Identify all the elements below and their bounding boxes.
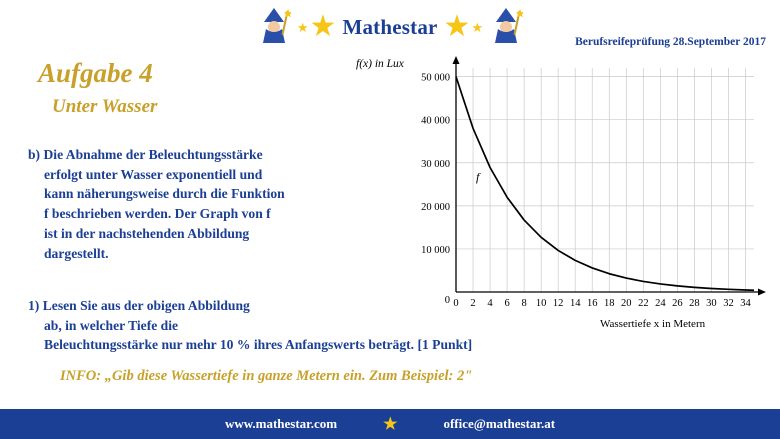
question-part-b	[28, 145, 358, 263]
star-cluster-right	[444, 12, 484, 42]
wizard-icon	[489, 7, 523, 47]
footer-email[interactable]: office@mathestar.at	[443, 416, 556, 431]
question-part-b-line1: b) Die Abnahme der Beleuchtungsstärke	[28, 147, 263, 162]
footer-website[interactable]: www.mathestar.com	[224, 416, 338, 431]
svg-text:32: 32	[723, 298, 734, 309]
svg-text:0: 0	[444, 295, 450, 306]
svg-text:24: 24	[655, 298, 666, 309]
star-icon: ★	[309, 10, 337, 43]
footer-bar	[0, 409, 780, 439]
svg-text:10: 10	[535, 298, 547, 309]
svg-text:20 000: 20 000	[421, 201, 450, 213]
svg-text:12: 12	[552, 298, 564, 309]
chart-x-axis-title: Wassertiefe x in Metern	[600, 318, 706, 330]
svg-text:4: 4	[487, 298, 493, 309]
chart-curve-label: f	[476, 170, 480, 184]
chart-figure	[398, 56, 766, 326]
svg-text:10 000: 10 000	[421, 244, 450, 256]
exam-date: Berufsreifeprüfung 28.September 2017	[575, 36, 766, 48]
question-part-b-line3: kann näherungsweise durch die Funktion	[44, 186, 285, 202]
star-icon: ★	[443, 10, 471, 43]
svg-text:20: 20	[621, 298, 632, 309]
star-icon: ★	[383, 416, 398, 433]
question-part-b-line6: dargestellt.	[44, 245, 109, 261]
svg-text:30 000: 30 000	[421, 158, 450, 170]
question-part-1-line2: ab, in welcher Tiefe die	[44, 317, 179, 333]
svg-text:30: 30	[706, 298, 717, 309]
svg-text:50 000: 50 000	[421, 72, 450, 84]
svg-text:6: 6	[504, 298, 510, 309]
svg-text:8: 8	[521, 298, 527, 309]
question-part-1-line1: 1) Lesen Sie aus der obigen Abbildung	[28, 298, 250, 313]
svg-text:34: 34	[740, 298, 751, 309]
chart-y-axis-title: f(x) in Lux	[356, 58, 404, 70]
svg-text:40 000: 40 000	[421, 115, 450, 127]
brand-title: Mathestar	[342, 14, 438, 39]
svg-text:14: 14	[569, 298, 581, 309]
question-part-b-line4: f beschrieben werden. Der Graph von f	[44, 206, 271, 222]
svg-text:22: 22	[638, 298, 649, 309]
svg-text:16: 16	[586, 298, 598, 309]
svg-text:26: 26	[672, 298, 683, 309]
info-note: INFO: „Gib diese Wassertiefe in ganze Metern ein. Zum Beispiel: 2"	[60, 368, 473, 384]
svg-text:2: 2	[470, 298, 476, 309]
chart-svg	[398, 56, 766, 326]
svg-text:0: 0	[453, 298, 459, 309]
question-part-1-line3: Beleuchtungsstärke nur mehr 10 % ihres Anfangswerts beträgt. [1 Punkt]	[44, 337, 473, 353]
wizard-icon	[257, 7, 291, 47]
page-title: Aufgabe 4	[38, 58, 153, 88]
star-cluster-left	[297, 12, 337, 42]
page-subtitle: Unter Wasser	[52, 96, 158, 117]
question-part-b-line2: erfolgt unter Wasser exponentiell und	[44, 166, 263, 182]
svg-text:18: 18	[604, 298, 615, 309]
star-icon: ★	[471, 19, 484, 35]
svg-text:28: 28	[689, 298, 700, 309]
question-part-b-line5: ist in der nachstehenden Abbildung	[44, 225, 250, 241]
star-icon: ★	[296, 19, 309, 35]
